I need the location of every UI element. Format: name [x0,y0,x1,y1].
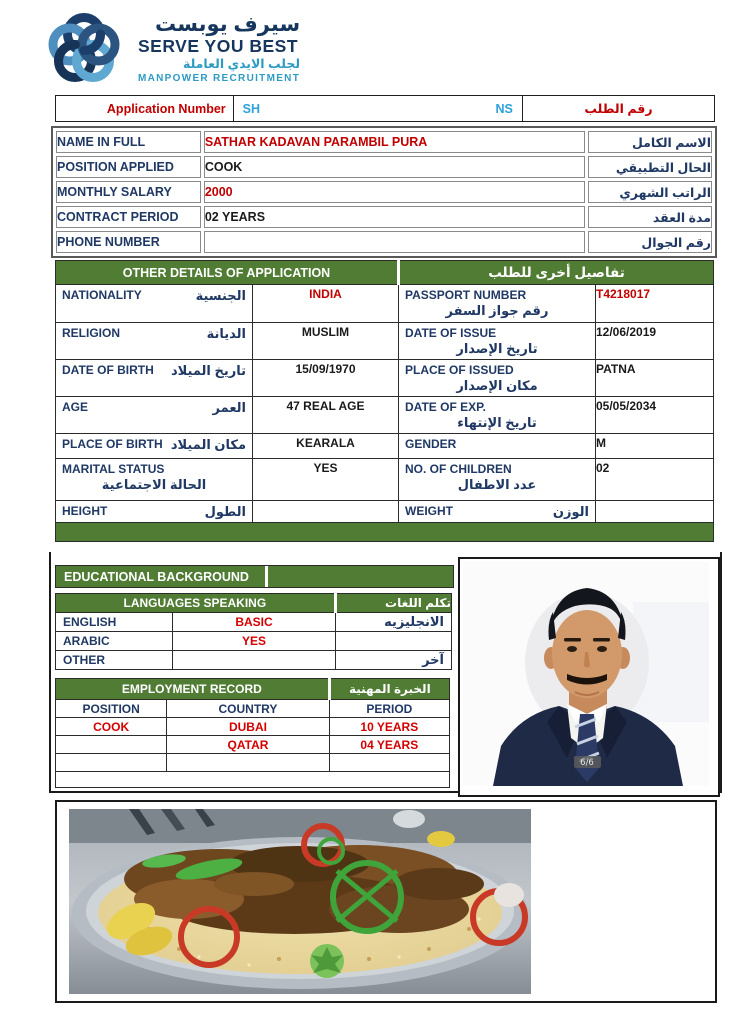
application-number-row [56,96,715,122]
employment-period: 04 YEARS [329,736,449,754]
marital-status-label: MARITAL STATUS [62,462,165,476]
height-label: HEIGHT [62,504,108,518]
position-label: POSITION APPLIED [56,156,201,178]
height-value [253,501,399,523]
company-logo-knot-icon [38,6,130,92]
country-column-header: COUNTRY [167,700,329,718]
nationality-value: INDIA [253,285,399,323]
birth-date-label-arabic: تاريخ الميلاد [170,363,246,378]
table-row [56,231,712,253]
other-details-table [55,260,714,542]
table-row [56,360,714,397]
nationality-label-arabic: الجنسية [195,288,246,303]
marital-status-label-arabic: الحالة الاجتماعية [101,477,207,492]
section-header-row [56,261,714,285]
religion-value: MUSLIM [253,323,399,360]
table-row [56,754,450,772]
other-language-level [173,651,335,670]
salary-label: MONTHLY SALARY [56,181,201,203]
contract-label-arabic: مدة العقد [588,206,712,228]
employment-country: DUBAI [167,718,329,736]
table-row [56,501,714,523]
table-row [56,613,452,632]
age-value: 47 REAL AGE [253,397,399,434]
children-label-arabic: عدد الاطفال [457,477,537,492]
height-label-arabic: الطول [204,504,246,519]
passport-label: PASSPORT NUMBER [405,288,527,302]
applicant-photo [458,557,720,797]
application-number-prefix: SH [242,101,261,116]
phone-label-arabic: رقم الجوال [588,231,712,253]
arabic-level: YES [173,632,335,651]
children-value: 02 [596,459,714,501]
green-footer-row [56,523,714,542]
period-column-header: PERIOD [329,700,449,718]
position-value: COOK [204,156,585,178]
contract-label: CONTRACT PERIOD [56,206,201,228]
gender-label: GENDER [405,437,457,451]
table-row [56,285,714,323]
birth-date-value: 15/09/1970 [253,360,399,397]
employment-position [56,736,167,754]
employment-position [56,754,167,772]
applicant-portrait-image [463,562,709,786]
nationality-label: NATIONALITY [62,288,142,302]
lower-section [49,552,722,793]
birth-date-label: DATE OF BIRTH [62,363,154,377]
table-row [56,459,714,501]
company-tagline-arabic: لجلب الايدي العاملة [183,57,301,72]
table-row [56,323,714,360]
application-number-label-arabic: رقم الطلب [522,96,714,122]
expiry-date-value: 05/05/2034 [596,397,714,434]
arabic-label: ARABIC [56,632,173,651]
other-details-title: OTHER DETAILS OF APPLICATION [56,261,399,285]
table-row [56,632,452,651]
english-label-arabic: الانجليزيه [335,613,451,632]
english-level: BASIC [173,613,335,632]
table-row [56,131,712,153]
application-number-table [55,95,715,122]
languages-title: LANGUAGES SPEAKING [56,594,336,613]
gender-value: M [596,434,714,459]
weight-value [596,501,714,523]
issue-date-label: DATE OF ISSUE [405,326,497,340]
passport-label-arabic: رقم جواز السفر [445,303,549,318]
expiry-date-label: DATE OF EXP. [405,400,486,414]
birth-place-value: KEARALA [253,434,399,459]
weight-label-arabic: الوزن [552,504,589,519]
english-label: ENGLISH [56,613,173,632]
educational-background-empty-cell [268,566,453,587]
application-number-suffix: NS [495,101,513,116]
photo-watermark: 6/6 [580,758,594,768]
section-header-row [56,679,450,700]
employment-period [329,754,449,772]
religion-label-arabic: الديانة [206,326,246,341]
age-label: AGE [62,400,89,414]
personal-details-table [51,126,717,258]
languages-title-arabic: تكلم اللغات [335,594,451,613]
issue-date-value: 12/06/2019 [596,323,714,360]
name-label-arabic: الاسم الكامل [588,131,712,153]
table-row [56,736,450,754]
table-row [56,181,712,203]
company-header [38,6,300,92]
table-row [56,156,712,178]
table-row [56,397,714,434]
company-tagline: MANPOWER RECRUITMENT [138,72,301,84]
languages-table [55,593,452,670]
employment-country: QATAR [167,736,329,754]
column-header-row [56,700,450,718]
issue-date-label-arabic: تاريخ الإصدار [456,341,538,356]
table-row [56,206,712,228]
name-value: SATHAR KADAVAN PARAMBIL PURA [204,131,585,153]
company-name-block [138,14,300,84]
empty-merged-row [56,772,450,788]
salary-label-arabic: الراتب الشهري [588,181,712,203]
employment-country [167,754,329,772]
phone-value [204,231,585,253]
educational-background-header [55,565,454,588]
name-label: NAME IN FULL [56,131,201,153]
employment-period: 10 YEARS [329,718,449,736]
weight-label: WEIGHT [405,504,453,518]
company-name-arabic: سيرف يوبست [155,12,301,36]
religion-label: RELIGION [62,326,121,340]
issue-place-label-arabic: مكان الإصدار [456,378,538,393]
table-row [56,718,450,736]
marital-status-value: YES [253,459,399,501]
position-label-arabic: الحال التطبيقي [588,156,712,178]
issue-place-value: PATNA [596,360,714,397]
application-number-value-cell [233,96,522,122]
contract-value: 02 YEARS [204,206,585,228]
age-label-arabic: العمر [212,400,246,415]
other-language-label-arabic: آخر [335,651,451,670]
children-label: NO. OF CHILDREN [405,462,512,476]
salary-value: 2000 [204,181,585,203]
company-name: SERVE YOU BEST [138,36,299,57]
educational-background-title: EDUCATIONAL BACKGROUND [56,566,268,587]
food-platter-image [69,809,531,994]
passport-value: T4218017 [596,285,714,323]
table-row [56,651,452,670]
food-photo-frame [55,800,717,1003]
section-header-row [56,594,452,613]
birth-place-label: PLACE OF BIRTH [62,437,163,451]
birth-place-label-arabic: مكان الميلاد [170,437,246,452]
application-number-label: Application Number [56,96,234,122]
other-details-title-arabic: تفاصيل أخرى للطلب [399,261,714,285]
employment-record-title-arabic: الخبرة المهنية [329,679,449,700]
phone-label: PHONE NUMBER [56,231,201,253]
other-language-label: OTHER [56,651,173,670]
employment-record-title: EMPLOYMENT RECORD [56,679,330,700]
issue-place-label: PLACE OF ISSUED [405,363,514,377]
employment-position: COOK [56,718,167,736]
arabic-label-arabic [335,632,451,651]
table-row [56,434,714,459]
employment-record-table [55,678,450,788]
expiry-date-label-arabic: تاريخ الإنتهاء [457,415,537,430]
position-column-header: POSITION [56,700,167,718]
